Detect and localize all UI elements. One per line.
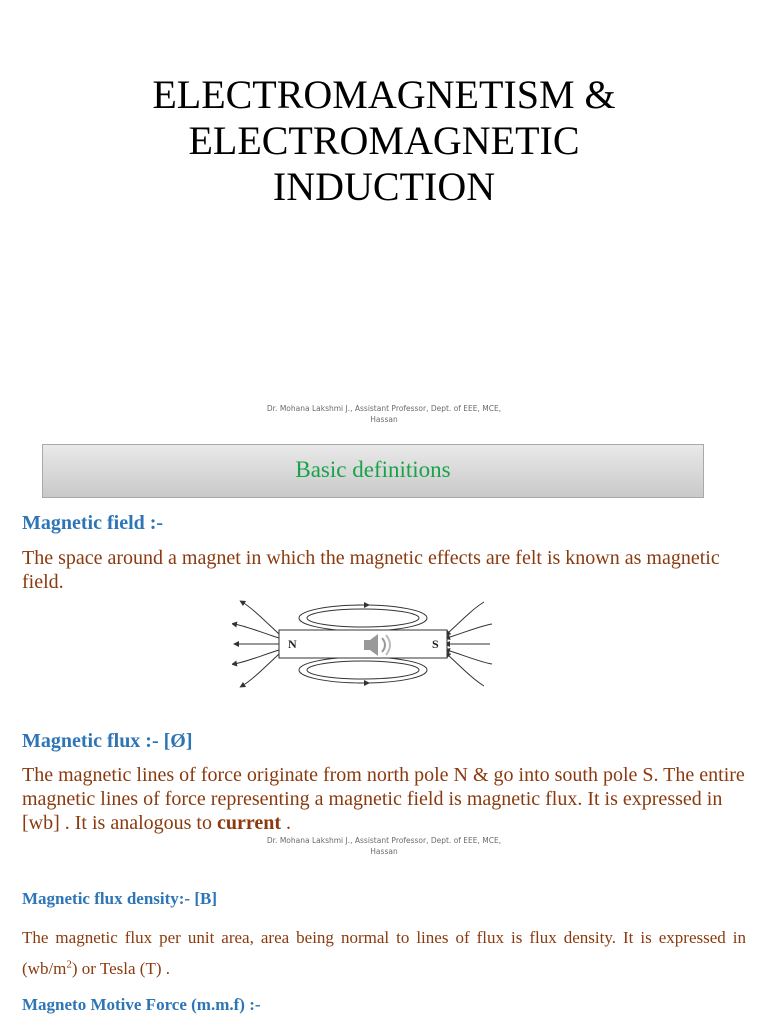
page-footer-2 (234, 835, 534, 857)
footer-location-2: Hassan (370, 847, 398, 856)
magnetic-flux-emphasis: current (216, 812, 282, 834)
footer-author: Dr. Mohana Lakshmi J., Assistant Professor, Dept. of EEE, MCE, (266, 404, 502, 413)
page-footer-1 (234, 403, 534, 425)
magnetic-field-heading: Magnetic field :- (22, 512, 164, 534)
south-pole-label: S (432, 637, 439, 651)
banner-title: Basic definitions (295, 457, 451, 482)
bar-magnet (279, 630, 447, 658)
section-banner (42, 444, 704, 498)
north-pole-label: N (288, 637, 297, 651)
magnetic-flux-heading: Magnetic flux :- [Ø] (22, 730, 193, 752)
magnetic-flux-end: . (281, 812, 292, 834)
footer-author-2: Dr. Mohana Lakshmi J., Assistant Professor, Dept. of EEE, MCE, (266, 836, 502, 845)
footer-location: Hassan (370, 415, 398, 424)
magnetic-field-definition: The space around a magnet in which the magnetic effects are felt is known as magnetic field. (22, 547, 720, 593)
title-line-3: INDUCTION (272, 164, 496, 209)
document-title (0, 72, 768, 210)
flux-density-superscript: 2 (66, 958, 72, 971)
title-line-2: ELECTROMAGNETIC (188, 118, 580, 163)
magnetic-flux-text: The magnetic lines of force originate from north pole N & go into south pole S. The entire magnetic lines of force representing a magnetic field is magnetic flux. It is expressed in [wb] . It is analogous to (22, 764, 745, 834)
magnetic-flux-definition (22, 763, 746, 835)
flux-density-heading: Magnetic flux density:- [B] (22, 889, 218, 908)
flux-density-text-2: ) or Tesla (T) . (71, 959, 170, 978)
flux-density-text-1: The magnetic flux per unit area, area being normal to lines of flux is flux density. It is expressed in (wb/m (22, 928, 746, 978)
flux-density-definition (22, 922, 746, 984)
title-line-1: ELECTROMAGNETISM & (152, 72, 616, 117)
bar-magnet-field-diagram (232, 598, 494, 690)
mmf-heading: Magneto Motive Force (m.m.f) :- (22, 995, 261, 1014)
